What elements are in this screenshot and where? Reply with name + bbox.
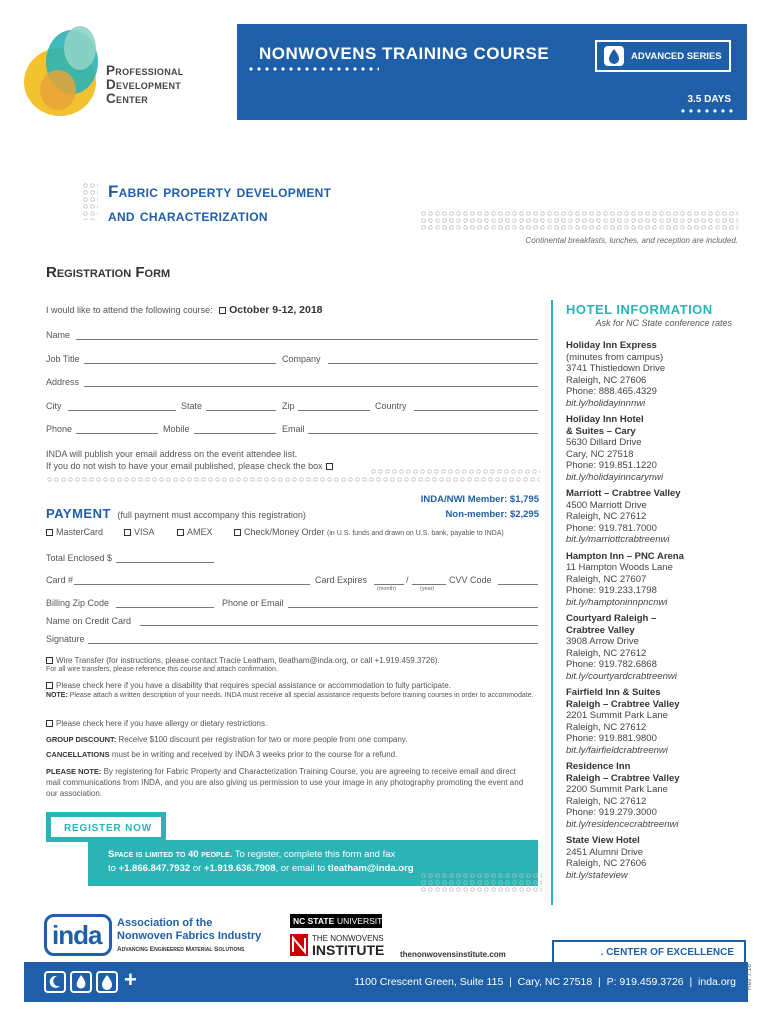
logo-line-3: Center: [106, 91, 149, 106]
header-dots: [247, 66, 379, 72]
wire-checkbox[interactable]: [46, 657, 53, 664]
hotel-link[interactable]: bit.ly/marriottcrabtreenwi: [566, 534, 670, 545]
cvv-label: CVV Code: [449, 575, 492, 585]
title-dots-right: [420, 210, 738, 232]
visa-label: VISA: [134, 527, 155, 537]
hotel-detail: 2451 Alumni Drive: [566, 846, 644, 858]
inda-logo: [44, 914, 112, 956]
city-field[interactable]: [68, 401, 176, 411]
hotel-entry: [566, 551, 746, 609]
hotel-name: Holiday Inn Hotel: [566, 414, 644, 425]
hotel-detail: Phone: 919.279.3000: [566, 807, 657, 818]
register-email[interactable]: tleatham@inda.org: [327, 863, 414, 874]
member-price: INDA/NWI Member: $1,795: [420, 494, 539, 505]
plus-icon: +: [124, 967, 137, 992]
nwi-line-2: INSTITUTE: [312, 942, 385, 958]
register-phone: +1.919.636.7908: [203, 863, 276, 874]
drop-icon: [603, 45, 625, 67]
hotel-detail: Phone: 919.851.1220: [566, 460, 657, 471]
hotel-detail: Raleigh, NC 27606: [566, 374, 647, 386]
company-label: Company: [282, 354, 321, 364]
wire-note: For all wire transfers, please reference this course and attach confirmation.: [46, 666, 278, 673]
disability-note: Please attach a written description of your needs. INDA must receive all special assistance requests before training courses in order to accommodate.: [69, 692, 534, 699]
amex-label: AMEX: [187, 527, 213, 537]
register-text-2b: or: [192, 863, 202, 874]
hotel-detail: Raleigh, NC 27612: [566, 511, 647, 522]
hotel-link[interactable]: bit.ly/residencecrabtreenwi: [566, 818, 679, 830]
fax-number: +1.866.847.7932: [118, 863, 191, 874]
address-field[interactable]: [84, 377, 538, 387]
hotel-entry: [566, 340, 746, 409]
zip-label: Zip: [282, 401, 295, 411]
disability-note-label: NOTE:: [46, 692, 68, 699]
hotel-name: Crabtree Valley: [566, 624, 635, 636]
nwi-logo: [290, 932, 390, 958]
register-text-1: To register, complete this form and fax: [234, 849, 396, 860]
year-hint: (year): [420, 586, 435, 592]
month-hint: (month): [377, 586, 396, 592]
name-on-card-field[interactable]: [140, 616, 538, 626]
hotel-link[interactable]: bit.ly/holidayinncarynwi: [566, 471, 664, 483]
name-on-card-label: Name on Credit Card: [46, 616, 132, 626]
hotel-name: Hampton Inn – PNC Arena: [566, 550, 684, 562]
footer-address: 1100 Crescent Green, Suite 115 | Cary, NC 27518 | P: 919.459.3726 | inda.org: [354, 976, 736, 988]
hotel-name: Fairfield Inn & Suites: [566, 687, 661, 698]
total-label: Total Enclosed $: [46, 553, 113, 563]
cancel-label: CANCELLATIONS: [46, 750, 110, 759]
name-label: Name: [46, 330, 71, 340]
assoc-line-2: Nonwoven Fabrics Industry: [117, 930, 262, 942]
job-title-label: Job Title: [46, 354, 80, 364]
mastercard-label: MasterCard: [56, 527, 104, 537]
logo-line-1: Professional: [106, 63, 184, 78]
hotel-name: Holiday Inn Express: [566, 340, 657, 351]
hotel-detail: 3908 Arrow Drive: [566, 636, 639, 647]
hotel-detail: Phone: 888.465.4329: [566, 386, 657, 397]
disability-checkbox[interactable]: [46, 682, 53, 689]
form-dots-1: [370, 468, 540, 476]
coe-label: . CENTER OF EXCELLENCE: [600, 947, 734, 958]
register-text: [108, 848, 414, 876]
hotel-entry: [566, 613, 746, 682]
please-note-text: By registering for Fabric Property and Characterization Training Course, you are agreeing to receive email and direct mail communications from INDA, and you are also giving us permission to use your image in any photography promoting the event and our association.: [46, 767, 524, 798]
drop-icon: [96, 971, 118, 993]
check-label: Check/Money Order: [244, 527, 325, 537]
hotel-detail: 5630 Dillard Drive: [566, 437, 642, 448]
hotel-detail: 2201 Summit Park Lane: [566, 710, 668, 721]
hotel-name: Courtyard Raleigh –: [566, 613, 657, 624]
moon-icon: [44, 971, 66, 993]
register-text-2a: to: [108, 863, 116, 874]
phone-field[interactable]: [76, 424, 158, 434]
hotel-detail: Raleigh, NC 27612: [566, 795, 647, 807]
hotel-detail: Phone: 919.233.1798: [566, 585, 657, 596]
hotel-subheading: Ask for NC State conference rates: [595, 318, 732, 328]
footer-bar: [24, 962, 748, 1002]
allergy-checkbox[interactable]: [46, 720, 53, 727]
hotel-detail: 3741 Thistledown Drive: [566, 363, 666, 374]
course-subject-title: [108, 180, 331, 228]
flame-icon: [70, 971, 92, 993]
cancel-text: must be in writing and received by INDA 3 weeks prior to the course for a refund.: [111, 750, 398, 759]
group-label: GROUP DISCOUNT:: [46, 735, 117, 744]
hotel-link[interactable]: bit.ly/courtyardcrabtreenwi: [566, 670, 677, 682]
address-label: Address: [46, 377, 80, 387]
check-checkbox[interactable]: [234, 529, 241, 536]
group-text: Receive $100 discount per registration for two or more people from one company.: [118, 735, 408, 744]
total-field[interactable]: [116, 553, 214, 563]
ncstate-bold: NC STATE: [293, 916, 335, 926]
hotel-detail: 11 Hampton Woods Lane: [566, 562, 673, 573]
hotel-link[interactable]: bit.ly/hamptoninnpncnwi: [566, 596, 668, 608]
ncstate-logo: [290, 914, 389, 928]
series-badge: [595, 40, 731, 72]
hotel-detail: Cary, NC 27518: [566, 448, 634, 460]
hotel-name: Marriott – Crabtree Valley: [566, 488, 681, 499]
nwi-line-1: THE NONWOVENS: [312, 934, 384, 943]
coe-badge: [552, 940, 746, 964]
pdc-logo-mark: [20, 20, 110, 120]
hotel-detail: Raleigh, NC 27612: [566, 647, 647, 659]
revision-note: Rev 7.18: [746, 963, 753, 990]
hotel-name: Residence Inn: [566, 761, 631, 772]
assoc-line-3: Advancing Engineered Material Solutions: [117, 946, 245, 953]
hotel-heading: HOTEL INFORMATION: [566, 302, 713, 317]
attend-date: October 9-12, 2018: [229, 304, 323, 316]
register-now-label: REGISTER NOW: [64, 823, 152, 834]
card-label: Card #: [46, 575, 74, 585]
payment-note: (full payment must accompany this registration): [117, 510, 306, 520]
hotel-detail: Raleigh, NC 27606: [566, 858, 647, 869]
title-dots: [82, 182, 98, 220]
inda-tagline: [117, 917, 261, 956]
please-note-label: PLEASE NOTE:: [46, 767, 102, 776]
hotel-link[interactable]: bit.ly/holidayinnnwi: [566, 397, 646, 409]
company-field[interactable]: [328, 354, 538, 364]
included-note: Continental breakfasts, lunches, and reception are included.: [525, 236, 738, 245]
hotel-detail: Raleigh, NC 27607: [566, 573, 647, 585]
form-dots-2: [46, 476, 540, 484]
header-banner: [237, 24, 747, 120]
name-field[interactable]: [76, 330, 538, 340]
course-title: NONWOVENS TRAINING COURSE: [259, 44, 550, 63]
hotel-entry: [566, 687, 746, 756]
inda-logo-text: inda: [52, 920, 102, 950]
hotel-entry: [566, 414, 746, 483]
series-label: ADVANCED SERIES: [631, 51, 722, 62]
billing-zip-label: Billing Zip Code: [46, 598, 110, 608]
check-note: (in U.S. funds and drawn on U.S. bank, payable to INDA): [327, 530, 504, 537]
hotel-name: State View Hotel: [566, 835, 640, 846]
title-line-1: Fabric property development: [108, 182, 332, 201]
hotel-detail: Phone: 919.782.6868: [566, 659, 657, 670]
hotel-entry: [566, 488, 746, 546]
form-heading: Registration Form: [46, 264, 171, 281]
attend-checkbox[interactable]: [219, 307, 226, 314]
cvv-field[interactable]: [498, 575, 538, 585]
publish-notice: [46, 448, 336, 472]
city-label: City: [46, 401, 62, 411]
email-label: Email: [282, 424, 305, 434]
duration: 3.5 DAYS: [687, 94, 731, 105]
state-field[interactable]: [206, 401, 276, 411]
disability-text: Please check here if you have a disability that requires special assistance or accommodation to fully participate.: [56, 681, 451, 690]
hotel-name: Raleigh – Crabtree Valley: [566, 698, 680, 710]
publish-line-2: If you do not wish to have your email published, please check the box: [46, 461, 323, 471]
publish-line-1: INDA will publish your email address on the event attendee list.: [46, 449, 298, 459]
phone-email-label: Phone or Email: [222, 598, 284, 608]
hotel-link[interactable]: bit.ly/fairfieldcrabtreenwi: [566, 744, 668, 756]
billing-zip-field[interactable]: [116, 598, 214, 608]
hotel-name: Raleigh – Crabtree Valley: [566, 772, 680, 784]
amex-checkbox[interactable]: [177, 529, 184, 536]
country-label: Country: [375, 401, 407, 411]
hotel-name: & Suites – Cary: [566, 425, 636, 437]
register-text-2c: , or email to: [275, 863, 326, 874]
hotel-detail: 4500 Marriott Drive: [566, 499, 647, 511]
ncstate-univ: UNIVERSITY: [337, 916, 389, 926]
state-label: State: [181, 401, 203, 411]
nwi-website[interactable]: thenonwovensinstitute.com: [400, 950, 506, 959]
mobile-label: Mobile: [163, 424, 190, 434]
logo-line-2: Development: [106, 77, 182, 92]
country-field[interactable]: [414, 401, 538, 411]
register-dots: [420, 872, 542, 894]
nwi-mark: [290, 934, 308, 956]
phone-email-field[interactable]: [288, 598, 538, 608]
hotel-detail: Raleigh, NC 27612: [566, 721, 647, 733]
expiry-month-field[interactable]: [374, 575, 404, 585]
phone-label: Phone: [46, 424, 73, 434]
hotel-link[interactable]: bit.ly/stateview: [566, 869, 628, 881]
payment-heading: PAYMENT: [46, 506, 111, 521]
card-number-field[interactable]: [74, 575, 310, 585]
hotel-detail: Phone: 919.781.7000: [566, 522, 657, 534]
wire-text: Wire Transfer (for instructions, please contact Tracie Leatham, tleatham@inda.org, or call +1.919.459.3726).: [56, 656, 440, 665]
mobile-field[interactable]: [194, 424, 276, 434]
publish-opt-out-checkbox[interactable]: [326, 463, 333, 470]
hotel-detail: 2200 Summit Park Lane: [566, 784, 668, 795]
title-line-2: and characterization: [108, 206, 268, 225]
allergy-text: Please check here if you have allergy or dietary restrictions.: [56, 719, 268, 728]
register-now-button[interactable]: [46, 812, 166, 842]
pdc-logo: [20, 20, 220, 120]
hotel-list: [566, 340, 746, 886]
expires-label: Card Expires: [315, 575, 368, 585]
space-limit: Space is limited to 40 people.: [108, 849, 233, 860]
hotel-detail: Phone: 919.881.9800: [566, 733, 657, 744]
assoc-line-1: Association of the: [117, 917, 213, 929]
signature-field[interactable]: [88, 634, 538, 644]
zip-field[interactable]: [298, 401, 370, 411]
nonmember-price: Non-member: $2,295: [445, 509, 539, 520]
visa-checkbox[interactable]: [124, 529, 131, 536]
job-title-field[interactable]: [84, 354, 276, 364]
attend-label: I would like to attend the following course:: [46, 305, 213, 315]
email-field[interactable]: [308, 424, 538, 434]
mastercard-checkbox[interactable]: [46, 529, 53, 536]
expiry-year-field[interactable]: [412, 575, 446, 585]
duration-dots: [679, 108, 735, 114]
hotel-detail: (minutes from campus): [566, 351, 664, 363]
signature-label: Signature: [46, 634, 85, 644]
hotel-entry: [566, 761, 746, 830]
hotel-entry: [566, 835, 746, 881]
hotel-divider: [551, 300, 553, 905]
